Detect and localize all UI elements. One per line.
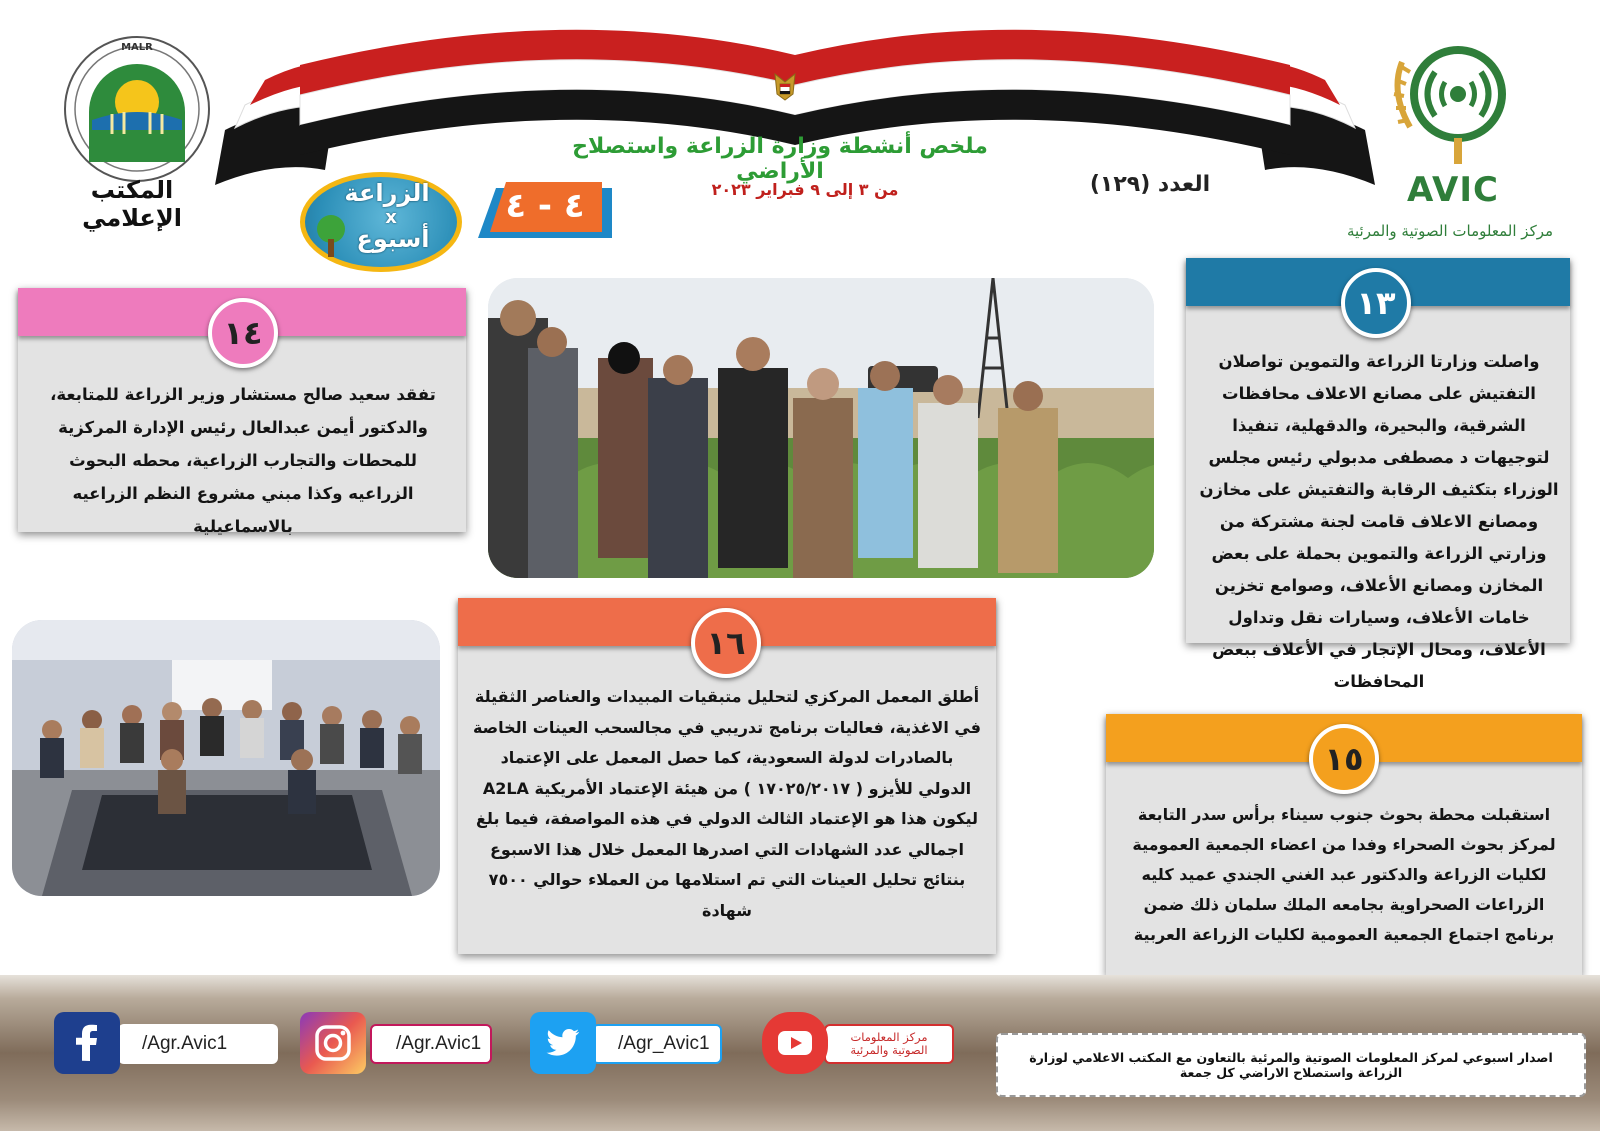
date-range: من ٣ إلى ٩ فبراير ٢٠٢٣ — [711, 180, 899, 199]
tree-icon — [311, 213, 351, 259]
panel-16-number: ١٦ — [691, 608, 761, 678]
instagram-icon — [300, 1012, 366, 1074]
avic-name: مركز المعلومات الصوتية والمرئية — [1346, 222, 1554, 240]
panel-16-text: أطلق المعمل المركزي لتحليل متبقيات المبيدات والعناصر الثقيلة في الاغذية، فعاليات برنامج تدريبي في مجالسحب العينات الخاصة بالصادرات لدولة السعودية، كما حصل المعمل على الإعتماد الدولي للأيزو ( ١٧٠٢٥/٢٠١٧ ) من هيئة الإعتماد الأمريكية A2LA ليكون هذا هو الإعتماد الثالث الدولي في هذه المواصفة، فيما بلغ اجمالي عدد الشهادات التي اصدرها المعمل خلال هذا الاسبوع بنتائج تحليل العينات التي تم استلامها من العملاء حوالي ٧٥٠٠ شهادة — [472, 687, 982, 920]
badge-line-3: أسبوع — [356, 225, 430, 253]
meeting-photo — [12, 620, 440, 896]
twitter-link[interactable] — [530, 1012, 730, 1070]
news-panel-15 — [1106, 714, 1582, 976]
news-panel-13 — [1186, 258, 1570, 691]
media-office-label: المكتب الإعلامي — [82, 176, 182, 232]
malr-logo-icon — [62, 34, 212, 184]
youtube-link[interactable] — [762, 1012, 958, 1070]
badge-line-2: x — [385, 207, 397, 228]
panel-14-number: ١٤ — [208, 298, 278, 368]
twitter-icon — [530, 1012, 596, 1074]
youtube-channel-name[interactable]: مركز المعلومات الصوتية والمرئية — [824, 1024, 954, 1064]
issue-number: العدد (١٢٩) — [1089, 172, 1211, 197]
twitter-handle[interactable]: /Agr_Avic1 — [592, 1024, 722, 1064]
week-number: ٤ - ٤ — [505, 186, 585, 226]
panel-13-number: ١٣ — [1341, 268, 1411, 338]
news-panel-14 — [18, 288, 466, 536]
malr-acronym: MALR — [121, 42, 153, 53]
agri-week-badge — [300, 172, 462, 272]
facebook-icon — [54, 1012, 120, 1074]
panel-15-number: ١٥ — [1309, 724, 1379, 794]
panel-14-text: تفقد سعيد صالح مستشار وزير الزراعة للمتابعة، والدكتور أيمن عبدالعال رئيس الإدارة المركزية للمحطات والتجارب الزراعية، محطه البحوث الزراعيه وكذا مبني مشروع النظم الزراعيه بالاسماعيلية — [50, 385, 436, 536]
field-visit-photo — [488, 278, 1154, 578]
panel-13-text: واصلت وزارتا الزراعة والتموين تواصلان التفتيش على مصانع الاعلاف محافظات الشرقية، والبحيرة، والدقهلية، تنفيذا لتوجيهات د مصطفى مدبولي رئيس مجلس الوزراء بتكثيف الرقابة والتفتيش على مخازن ومصانع الاعلاف قامت لجنة مشتركة من وزارتي الزراعة والتموين بحملة على بعض المخازن ومصانع الأعلاف، وصوامع تخزين خامات الأعلاف، وسيارات نقل وتداول الأعلاف، ومحال الإتجار في الأعلاف ببعض المحافظات — [1199, 352, 1559, 691]
news-panel-16 — [458, 598, 996, 954]
avic-acronym: AVIC — [1407, 170, 1499, 210]
facebook-link[interactable] — [48, 1012, 260, 1070]
facebook-handle[interactable]: /Agr.Avic1 — [118, 1024, 278, 1064]
instagram-handle[interactable]: /Agr.Avic1 — [370, 1024, 492, 1064]
bulletin-title: ملخص أنشطة وزارة الزراعة واستصلاح الأراضي — [572, 134, 988, 184]
instagram-link[interactable] — [300, 1012, 500, 1070]
footer-note: اصدار اسبوعي لمركز المعلومات الصوتية والمرئية بالتعاون مع المكتب الاعلامي لوزارة الزراعة واستصلاح الاراضي كل جمعة — [996, 1033, 1586, 1097]
youtube-icon — [762, 1012, 828, 1074]
badge-line-1: الزراعة — [344, 179, 430, 207]
panel-15-text: استقبلت محطة بحوث جنوب سيناء برأس سدر التابعة لمركز بحوث الصحراء وفدا من اعضاء الجمعية العمومية لكليات الزراعة والدكتور عبد الغني الجندي عميد كليه الزراعات الصحراوية بجامعه الملك سلمان ذلك ضمن برنامج اجتماع الجمعية العمومية لكليات الزراعة العربية — [1132, 805, 1556, 944]
